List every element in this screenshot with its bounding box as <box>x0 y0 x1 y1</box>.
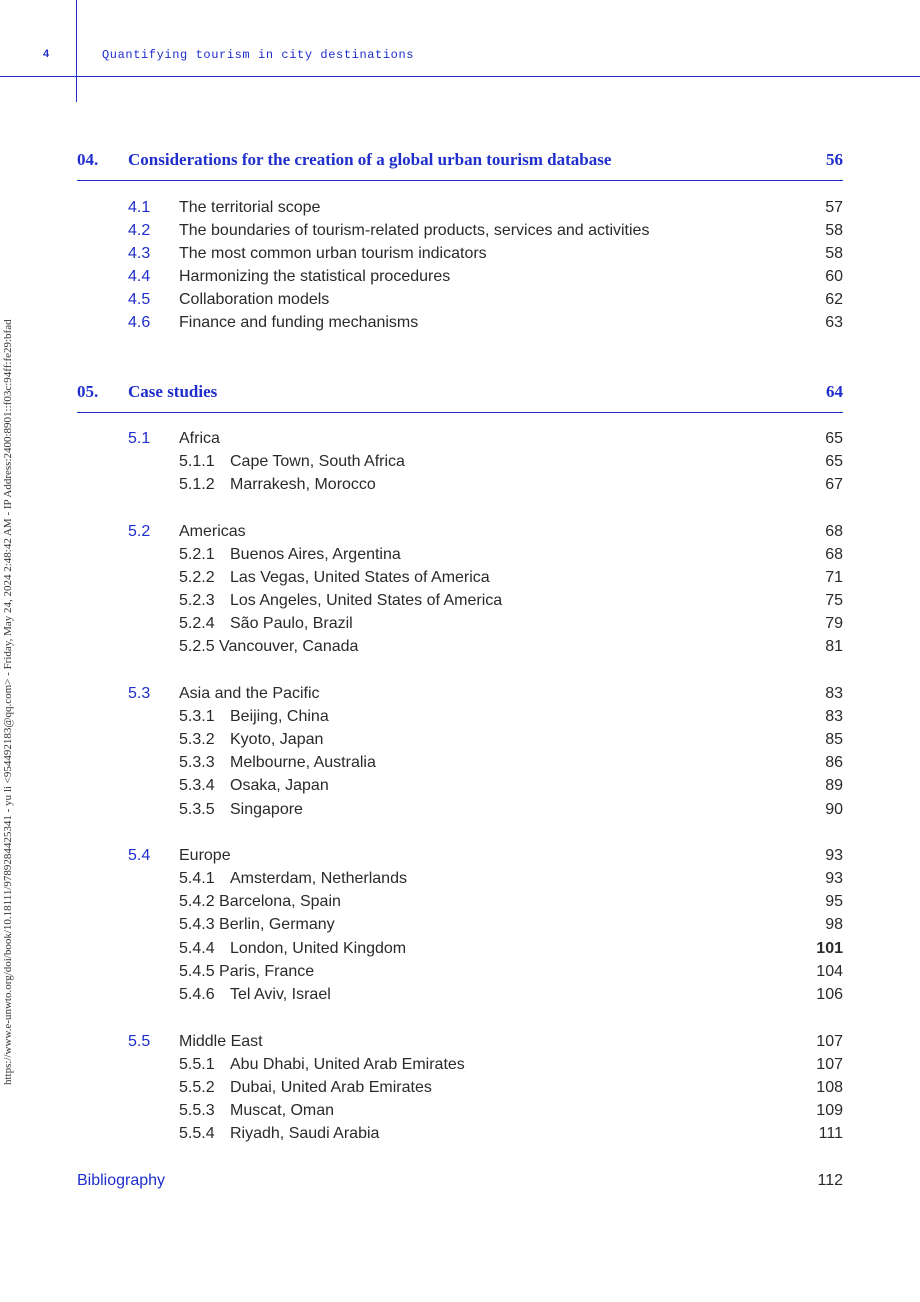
section-title: Americas <box>179 523 246 540</box>
subsection-number: 5.2.3 <box>179 592 215 609</box>
section-title: Harmonizing the statistical procedures <box>179 268 451 285</box>
section-number: 5.5 <box>128 1033 151 1050</box>
subsection-title: Paris, France <box>219 963 315 980</box>
toc-entry-4-3[interactable] <box>77 244 843 267</box>
section-title: Collaboration models <box>179 291 330 308</box>
subsection-page: 111 <box>818 1125 843 1142</box>
section-title: Europe <box>179 847 231 864</box>
bibliography-page: 112 <box>817 1172 843 1189</box>
subsection-number: 5.4.4 <box>179 940 215 957</box>
subsection-number: 5.4.5 <box>179 963 215 980</box>
subsection-title: Buenos Aires, Argentina <box>230 546 401 563</box>
subsection-title: Kyoto, Japan <box>230 731 324 748</box>
subsection-page: 65 <box>825 453 843 470</box>
subsection-page: 107 <box>816 1056 843 1073</box>
chapter-title: Case studies <box>128 382 218 401</box>
subsection-title: São Paulo, Brazil <box>230 615 353 632</box>
running-title: Quantifying tourism in city destinations <box>102 48 415 62</box>
section-number: 4.2 <box>128 222 151 239</box>
toc-entry-5-5-3[interactable] <box>77 1101 843 1124</box>
section-number: 4.5 <box>128 291 151 308</box>
toc-entry-5-2-4[interactable] <box>77 614 843 637</box>
section-title: Middle East <box>179 1033 263 1050</box>
subsection-title: Barcelona, Spain <box>219 893 341 910</box>
chapter-number: 04. <box>77 150 99 169</box>
subsection-title: Beijing, China <box>230 708 329 725</box>
page-number: 4 <box>43 48 50 60</box>
chapter-heading-04[interactable] <box>77 150 843 181</box>
chapter-title: Considerations for the creation of a global urban tourism database <box>128 150 612 169</box>
toc-entry-5-3-1[interactable] <box>77 707 843 730</box>
subsection-number: 5.3.4 <box>179 777 215 794</box>
subsection-number: 5.4.2 <box>179 893 215 910</box>
subsection-title: Marrakesh, Morocco <box>230 476 376 493</box>
subsection-page: 101 <box>816 940 843 957</box>
subsection-title: Dubai, United Arab Emirates <box>230 1079 432 1096</box>
subsection-number: 5.1.1 <box>179 453 215 470</box>
subsection-page: 89 <box>825 777 843 794</box>
subsection-page: 83 <box>825 708 843 725</box>
toc-entry-5-1-1[interactable] <box>77 452 843 475</box>
subsection-page: 85 <box>825 731 843 748</box>
subsection-number: 5.2.1 <box>179 546 215 563</box>
subsection-number: 5.4.6 <box>179 986 215 1003</box>
toc-entry-5-4-4[interactable] <box>77 939 843 962</box>
toc-entry-5-2-1[interactable] <box>77 545 843 568</box>
toc-entry-5-3-2[interactable] <box>77 730 843 753</box>
toc-entry-5-2-2[interactable] <box>77 568 843 591</box>
subsection-title: Riyadh, Saudi Arabia <box>230 1125 380 1142</box>
section-title: Africa <box>179 430 220 447</box>
chapter-page: 64 <box>826 382 843 401</box>
side-download-stamp: https://www.e-unwto.org/doi/book/10.18111/9789284425341 - yu li <954492183@qq.com> - Friday, May 24, 2024 2:48:42 AM - IP Address:2400:8901::f03c:94ff:fe29:bfad <box>2 319 14 1085</box>
section-title: The most common urban tourism indicators <box>179 245 487 262</box>
toc-entry-5-4-1[interactable] <box>77 869 843 892</box>
subsection-title: Muscat, Oman <box>230 1102 335 1119</box>
subsection-number: 5.1.2 <box>179 476 215 493</box>
subsection-page: 79 <box>825 615 843 632</box>
toc-entry-5-3-5[interactable] <box>77 800 843 823</box>
subsection-number: 5.4.3 <box>179 916 215 933</box>
chapter-page: 56 <box>826 150 843 169</box>
subsection-number: 5.5.3 <box>179 1102 215 1119</box>
subsection-page: 93 <box>825 870 843 887</box>
toc-entry-5-3-3[interactable] <box>77 753 843 776</box>
section-page: 107 <box>816 1033 843 1050</box>
toc-entry-5-4[interactable] <box>77 846 843 869</box>
toc-entry-5-4-6[interactable] <box>77 985 843 1008</box>
subsection-page: 104 <box>816 963 843 980</box>
toc-entry-5-5-2[interactable] <box>77 1078 843 1101</box>
section-title: The boundaries of tourism-related products, services and activities <box>179 222 650 239</box>
section-number: 5.2 <box>128 523 151 540</box>
section-title: Finance and funding mechanisms <box>179 314 419 331</box>
toc-entry-5-2-3[interactable] <box>77 591 843 614</box>
subsection-number: 5.3.3 <box>179 754 215 771</box>
section-page: 68 <box>825 523 843 540</box>
toc-entry-5-4-5[interactable] <box>77 962 843 985</box>
section-page: 58 <box>825 245 843 262</box>
subsection-number: 5.5.2 <box>179 1079 215 1096</box>
subsection-title: Los Angeles, United States of America <box>230 592 503 609</box>
section-title: The territorial scope <box>179 199 321 216</box>
section-number: 5.4 <box>128 847 151 864</box>
subsection-number: 5.2.4 <box>179 615 215 632</box>
toc-entry-5-3-4[interactable] <box>77 776 843 799</box>
section-page: 83 <box>825 685 843 702</box>
subsection-title: London, United Kingdom <box>230 940 407 957</box>
subsection-title: Abu Dhabi, United Arab Emirates <box>230 1056 465 1073</box>
toc-entry-5-4-3[interactable] <box>77 915 843 938</box>
subsection-number: 5.5.4 <box>179 1125 215 1142</box>
subsection-number: 5.4.1 <box>179 870 215 887</box>
subsection-title: Tel Aviv, Israel <box>230 986 331 1003</box>
subsection-page: 71 <box>825 569 843 586</box>
subsection-page: 95 <box>825 893 843 910</box>
subsection-number: 5.3.2 <box>179 731 215 748</box>
toc-entry-5-2-5[interactable] <box>77 637 843 660</box>
section-page: 58 <box>825 222 843 239</box>
subsection-page: 81 <box>825 638 843 655</box>
section-page: 93 <box>825 847 843 864</box>
section-number: 4.6 <box>128 314 151 331</box>
toc-entry-4-2[interactable] <box>77 221 843 244</box>
subsection-page: 98 <box>825 916 843 933</box>
toc-entry-5-5-4[interactable] <box>77 1124 843 1147</box>
subsection-page: 106 <box>816 986 843 1003</box>
subsection-title: Berlin, Germany <box>219 916 335 933</box>
subsection-page: 75 <box>825 592 843 609</box>
section-number: 5.1 <box>128 430 151 447</box>
subsection-page: 108 <box>816 1079 843 1096</box>
section-number: 4.4 <box>128 268 151 285</box>
subsection-title: Melbourne, Australia <box>230 754 376 771</box>
subsection-title: Vancouver, Canada <box>219 638 359 655</box>
section-title: Asia and the Pacific <box>179 685 320 702</box>
subsection-page: 109 <box>816 1102 843 1119</box>
section-page: 63 <box>825 314 843 331</box>
subsection-page: 68 <box>825 546 843 563</box>
section-number: 4.1 <box>128 199 151 216</box>
section-page: 65 <box>825 430 843 447</box>
toc-entry-5-3[interactable] <box>77 684 843 707</box>
header-horizontal-rule <box>0 76 920 77</box>
toc-entry-4-1[interactable] <box>77 198 843 221</box>
subsection-page: 67 <box>825 476 843 493</box>
toc-entry-4-6[interactable] <box>77 313 843 336</box>
section-page: 62 <box>825 291 843 308</box>
subsection-page: 90 <box>825 801 843 818</box>
section-number: 5.3 <box>128 685 151 702</box>
toc-entry-5-5[interactable] <box>77 1032 843 1055</box>
toc-entry-5-5-1[interactable] <box>77 1055 843 1078</box>
section-page: 57 <box>825 199 843 216</box>
subsection-title: Amsterdam, Netherlands <box>230 870 407 887</box>
chapter-number: 05. <box>77 382 99 401</box>
header-vertical-rule <box>76 0 77 102</box>
subsection-title: Las Vegas, United States of America <box>230 569 490 586</box>
subsection-title: Singapore <box>230 801 303 818</box>
toc-entry-4-5[interactable] <box>77 290 843 313</box>
section-page: 60 <box>825 268 843 285</box>
subsection-title: Cape Town, South Africa <box>230 453 405 470</box>
subsection-number: 5.5.1 <box>179 1056 215 1073</box>
subsection-number: 5.2.5 <box>179 638 215 655</box>
subsection-title: Osaka, Japan <box>230 777 329 794</box>
toc-entry-5-4-2[interactable] <box>77 892 843 915</box>
section-number: 4.3 <box>128 245 151 262</box>
bibliography-link[interactable]: Bibliography <box>77 1172 166 1189</box>
subsection-page: 86 <box>825 754 843 771</box>
subsection-number: 5.2.2 <box>179 569 215 586</box>
subsection-number: 5.3.1 <box>179 708 215 725</box>
toc-entry-4-4[interactable] <box>77 267 843 290</box>
toc-entry-5-1[interactable] <box>77 429 843 452</box>
toc-entry-5-2[interactable] <box>77 522 843 545</box>
toc-entry-5-1-2[interactable] <box>77 475 843 498</box>
subsection-number: 5.3.5 <box>179 801 215 818</box>
chapter-heading-05[interactable] <box>77 382 843 413</box>
